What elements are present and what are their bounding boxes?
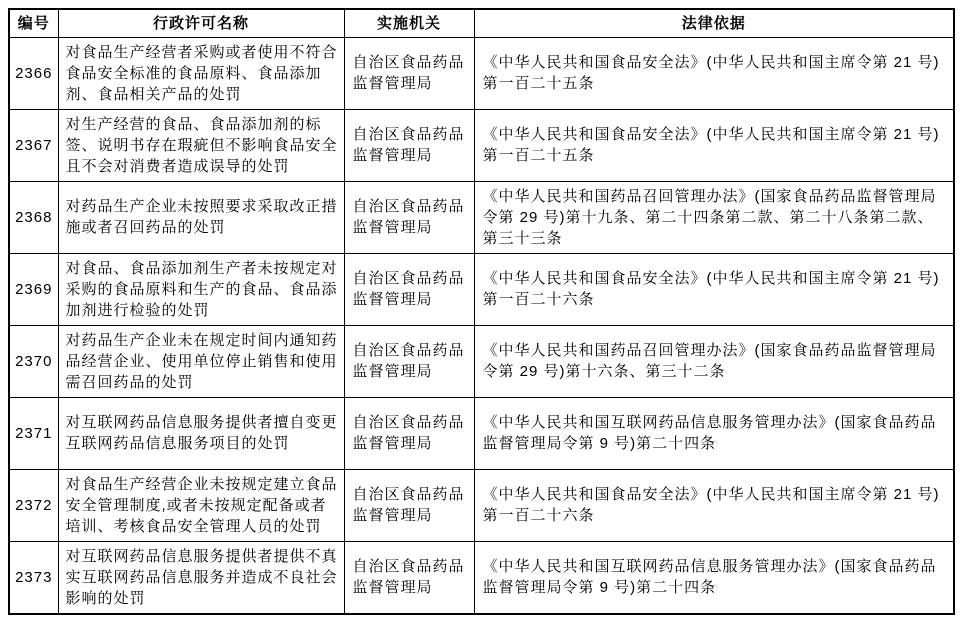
table-row: [9, 253, 954, 325]
cell-legal-basis: 《中华人民共和国食品安全法》(中华人民共和国主席令第 21 号)第一百二十六条: [474, 253, 954, 325]
cell-license-id: 2368: [9, 181, 58, 253]
col-header-id: 编号: [9, 9, 58, 37]
cell-legal-basis: 《中华人民共和国食品安全法》(中华人民共和国主席令第 21 号)第一百二十五条: [474, 109, 954, 181]
table-row: [9, 541, 954, 614]
table-row: [9, 37, 954, 109]
cell-agency: 自治区食品药品监督管理局: [344, 109, 474, 181]
cell-license-id: 2371: [9, 397, 58, 469]
cell-license-name: 对药品生产企业未在规定时间内通知药品经营企业、使用单位停止销售和使用需召回药品的处罚: [58, 325, 344, 397]
col-header-legal: 法律依据: [474, 9, 954, 37]
cell-license-name: 对食品生产经营企业未按规定建立食品安全管理制度,或者未按规定配备或者培训、考核食品安全管理人员的处罚: [58, 469, 344, 541]
col-header-name: 行政许可名称: [58, 9, 344, 37]
header-row: [9, 9, 954, 37]
cell-agency: 自治区食品药品监督管理局: [344, 181, 474, 253]
cell-legal-basis: 《中华人民共和国互联网药品信息服务管理办法》(国家食品药品监督管理局令第 9 号)第二十四条: [474, 397, 954, 469]
cell-agency: 自治区食品药品监督管理局: [344, 469, 474, 541]
cell-license-name: 对食品、食品添加剂生产者未按规定对采购的食品原料和生产的食品、食品添加剂进行检验的处罚: [58, 253, 344, 325]
cell-agency: 自治区食品药品监督管理局: [344, 325, 474, 397]
cell-agency: 自治区食品药品监督管理局: [344, 37, 474, 109]
cell-license-id: 2373: [9, 541, 58, 614]
table-body: [9, 37, 954, 614]
cell-license-name: 对食品生产经营者采购或者使用不符合食品安全标准的食品原料、食品添加剂、食品相关产品的处罚: [58, 37, 344, 109]
cell-license-id: 2369: [9, 253, 58, 325]
cell-license-id: 2367: [9, 109, 58, 181]
cell-legal-basis: 《中华人民共和国药品召回管理办法》(国家食品药品监督管理局令第 29 号)第十六条、第三十二条: [474, 325, 954, 397]
cell-legal-basis: 《中华人民共和国互联网药品信息服务管理办法》(国家食品药品监督管理局令第 9 号)第二十四条: [474, 541, 954, 614]
table-row: [9, 181, 954, 253]
cell-agency: 自治区食品药品监督管理局: [344, 397, 474, 469]
cell-agency: 自治区食品药品监督管理局: [344, 541, 474, 614]
cell-license-name: 对生产经营的食品、食品添加剂的标签、说明书存在瑕疵但不影响食品安全且不会对消费者造成误导的处罚: [58, 109, 344, 181]
cell-license-id: 2366: [9, 37, 58, 109]
cell-license-name: 对互联网药品信息服务提供者擅自变更互联网药品信息服务项目的处罚: [58, 397, 344, 469]
cell-legal-basis: 《中华人民共和国食品安全法》(中华人民共和国主席令第 21 号)第一百二十五条: [474, 37, 954, 109]
col-header-agency: 实施机关: [344, 9, 474, 37]
table-row: [9, 469, 954, 541]
cell-legal-basis: 《中华人民共和国药品召回管理办法》(国家食品药品监督管理局令第 29 号)第十九条、第二十四条第二款、第二十八条第二款、第三十三条: [474, 181, 954, 253]
cell-license-id: 2370: [9, 325, 58, 397]
cell-legal-basis: 《中华人民共和国食品安全法》(中华人民共和国主席令第 21 号)第一百二十六条: [474, 469, 954, 541]
cell-license-name: 对药品生产企业未按照要求采取改正措施或者召回药品的处罚: [58, 181, 344, 253]
cell-agency: 自治区食品药品监督管理局: [344, 253, 474, 325]
table-row: [9, 109, 954, 181]
license-table: [8, 8, 955, 615]
table-row: [9, 397, 954, 469]
cell-license-name: 对互联网药品信息服务提供者提供不真实互联网药品信息服务并造成不良社会影响的处罚: [58, 541, 344, 614]
cell-license-id: 2372: [9, 469, 58, 541]
table-row: [9, 325, 954, 397]
